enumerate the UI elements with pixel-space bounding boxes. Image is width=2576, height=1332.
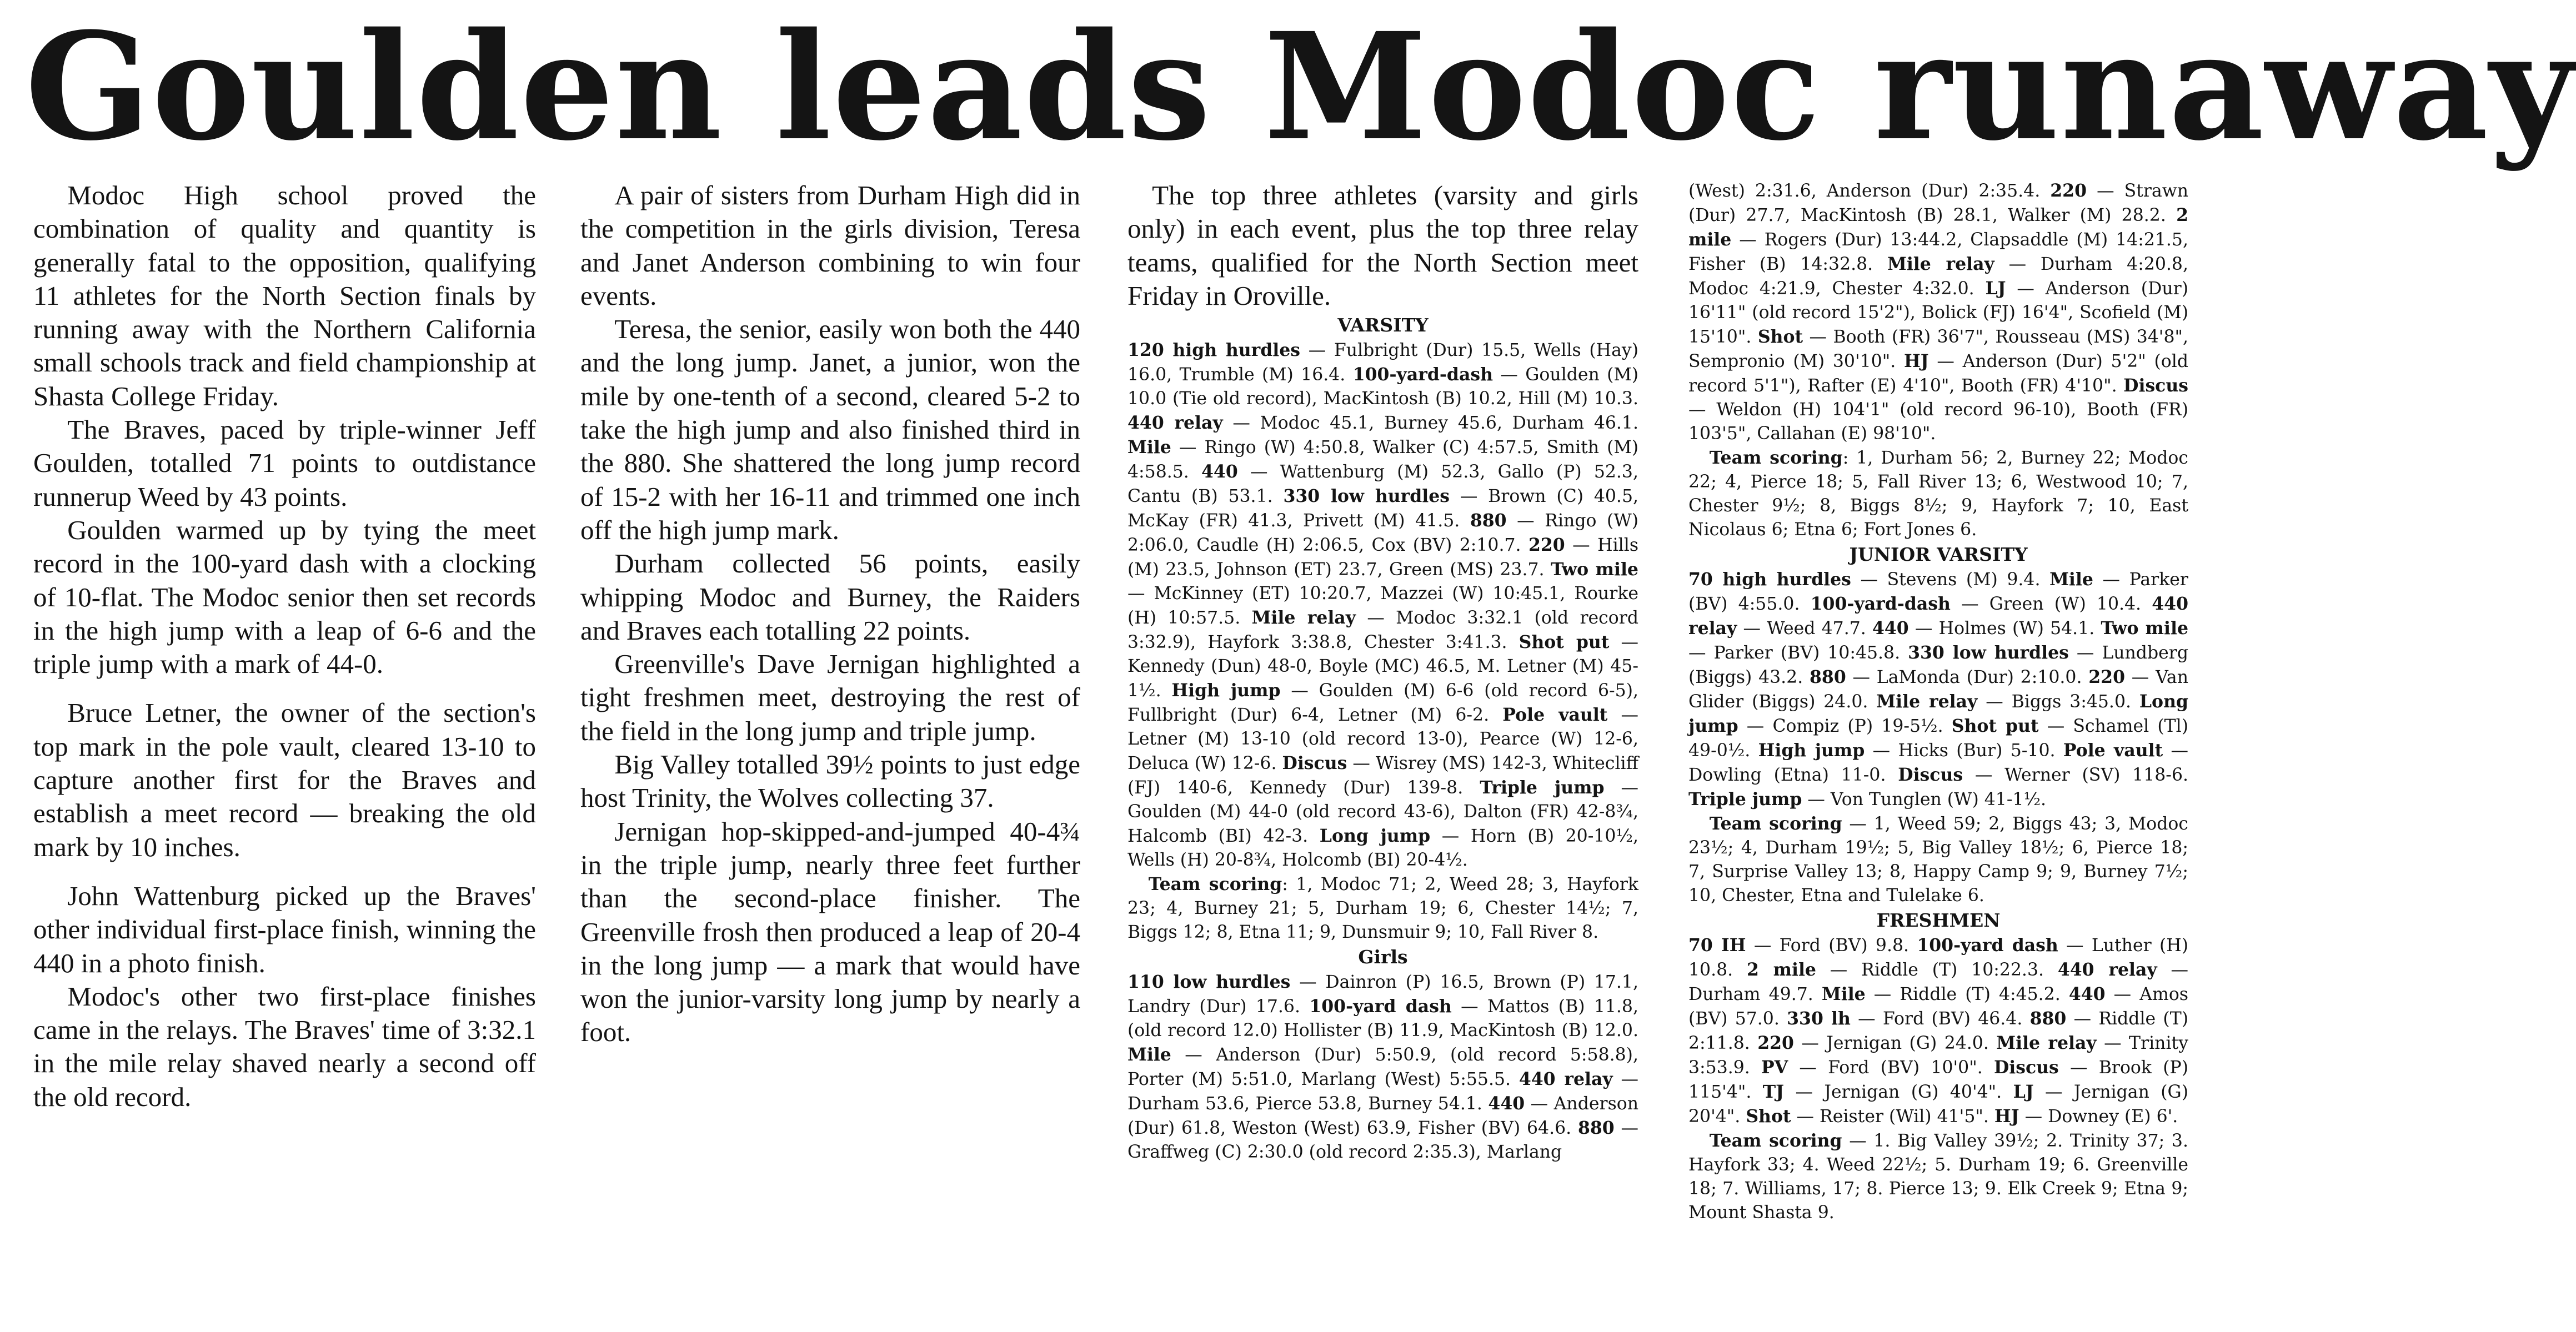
story-paragraph: The Braves, paced by triple-winner Jeff Goulden, totalled 71 points to outdistance runnerup Weed by 43 points.: [33, 414, 536, 512]
jv-heading: JUNIOR VARSITY: [1849, 544, 2028, 565]
girls-results-continued: (West) 2:31.6, Anderson (Dur) 2:35.4. 220 — Strawn (Dur) 27.7, MacKintosh (B) 28.1, Walker (M) 28.2. 2 mile — Rogers (Dur) 13:44.2, Clapsaddle (M) 14:21.5, Fisher (B) 14:32.8. Mile relay — Durham 4:20.8, Modoc 4:21.9, Chester 4:32.0. LJ — Anderson (Dur) 16'11" (old record 15'2"), Bolick (FJ) 16'4", Scofield (M) 15'10". Shot — Booth (FR) 36'7", Rousseau (MS) 34'8", Sempronio (M) 30'10". HJ — Anderson (Dur) 5'2" (old record 5'1"), Rafter (E) 4'10", Booth (FR) 4'10". Discus — Weldon (H) 104'1" (old record 96-10), Booth (FR) 103'5", Callahan (E) 98'10".: [1688, 180, 2189, 444]
story-paragraph: Bruce Letner, the owner of the section's top mark in the pole vault, cleared 13-10 to capture another first for the Braves and establish a meet record — breaking the old mark by 10 inches.: [33, 697, 536, 862]
girls-team-scoring: Team scoring: 1, Durham 56; 2, Burney 22; Modoc 22; 4, Pierce 18; 5, Fall River 13; 6, Westwood 10; 7, Chester 9½; 8, Biggs 8½; 9, Hayfork 7; 10, East Nicolaus 6; Etna 6; Fort Jones 6.: [1688, 448, 2188, 540]
story-column-1: [33, 179, 536, 1314]
varsity-team-scoring: Team scoring: 1, Modoc 71; 2, Weed 28; 3, Hayfork 23; 4, Burney 21; 5, Durham 19; 6, Chester 14½; 7, Biggs 12; 8, Etna 11; 9, Dunsmuir 9; 10, Fall River 8.: [1127, 874, 1638, 943]
headline: Goulden leads Modoc runaway: [25, 1, 2576, 173]
results-column-3: [1127, 179, 1638, 1314]
girls-heading: Girls: [1358, 946, 1408, 968]
freshmen-heading: FRESHMEN: [1876, 909, 2001, 931]
story-paragraph: Goulden warmed up by tying the meet record in the 100-yard dash with a clocking of 10-flat. The Modoc senior then set records in the high jump with a leap of 6-6 and the triple jump with a mark of 44-0.: [33, 514, 536, 680]
story-paragraph: Durham collected 56 points, easily whipping Modoc and Burney, the Raiders and Braves each totalling 22 points.: [580, 548, 1080, 646]
freshmen-results: 70 IH — Ford (BV) 9.8. 100-yard dash — Luther (H) 10.8. 2 mile — Riddle (T) 10:22.3. 440 relay — Durham 49.7. Mile — Riddle (T) 4:45.2. 440 — Amos (BV) 57.0. 330 lh — Ford (BV) 46.4. 880 — Riddle (T) 2:11.8. 220 — Jernigan (G) 24.0. Mile relay — Trinity 3:53.9. PV — Ford (BV) 10'0". Discus — Brook (P) 115'4". TJ — Jernigan (G) 40'4". LJ — Jernigan (G) 20'4". Shot — Reister (Wil) 41'5". HJ — Downey (E) 6'.: [1688, 935, 2189, 1127]
results-intro: The top three athletes (varsity and girls only) in each event, plus the top three relay teams, qualified for the North Section meet Friday in Oroville.: [1127, 180, 1638, 311]
results-column-4: [1688, 179, 2188, 1314]
story-paragraph: Big Valley totalled 39½ points to just edge host Trinity, the Wolves collecting 37.: [580, 749, 1080, 813]
story-paragraph: Teresa, the senior, easily won both the 440 and the long jump. Janet, a junior, won the mile by one-tenth of a second, cleared 5-2 to take the high jump and also finished third in the 880. She shattered the long jump record of 15-2 with her 16-11 and trimmed one inch off the high jump mark.: [580, 314, 1080, 545]
varsity-results: 120 high hurdles — Fulbright (Dur) 15.5, Wells (Hay) 16.0, Trumble (M) 16.4. 100-yard-dash — Goulden (M) 10.0 (Tie old record), MacKintosh (B) 10.2, Hill (M) 10.3. 440 relay — Modoc 45.1, Burney 45.6, Durham 46.1. Mile — Ringo (W) 4:50.8, Walker (C) 4:57.5, Smith (M) 4:58.5. 440 — Wattenburg (M) 52.3, Gallo (P) 52.3, Cantu (B) 53.1. 330 low hurdles — Brown (C) 40.5, McKay (FR) 41.3, Privett (M) 41.5. 880 — Ringo (W) 2:06.0, Caudle (H) 2:06.5, Cox (BV) 2:10.7. 220 — Hills (M) 23.5, Johnson (ET) 23.7, Green (MS) 23.7. Two mile — McKinney (ET) 10:20.7, Mazzei (W) 10:45.1, Rourke (H) 10:57.5. Mile relay — Modoc 3:32.1 (old record 3:32.9), Hayfork 3:38.8, Chester 3:41.3. Shot put — Kennedy (Dun) 48-0, Boyle (MC) 46.5, M. Letner (M) 45-1½. High jump — Goulden (M) 6-6 (old record 6-5), Fullbright (Dur) 6-4, Letner (M) 6-2. Pole vault — Letner (M) 13-10 (old record 13-0), Pearce (W) 12-6, Deluca (W) 12-6. Discus — Wisrey (MS) 142-3, Whitecliff (FJ) 140-6, Kennedy (Dur) 139-8. Triple jump — Goulden (M) 44-0 (old record 43-6), Dalton (FR) 42-8¾, Halcomb (BI) 42-3. Long jump — Horn (B) 20-10½, Wells (H) 20-8¾, Holcomb (BI) 20-4½.: [1127, 340, 1639, 871]
story-column-2: [580, 179, 1080, 1314]
story-paragraph: Greenville's Dave Jernigan highlighted a tight freshmen meet, destroying the rest of the field in the long jump and triple jump.: [580, 649, 1080, 746]
jv-results: 70 high hurdles — Stevens (M) 9.4. Mile — Parker (BV) 4:55.0. 100-yard-dash — Green (W) 10.4. 440 relay — Weed 47.7. 440 — Holmes (W) 54.1. Two mile — Parker (BV) 10:45.8. 330 low hurdles — Lundberg (Biggs) 43.2. 880 — LaMonda (Dur) 2:10.0. 220 — Van Glider (Biggs) 24.0. Mile relay — Biggs 3:45.0. Long jump — Compiz (P) 19-5½. Shot put — Schamel (Tl) 49-0½. High jump — Hicks (Bur) 5-10. Pole vault — Dowling (Etna) 11-0. Discus — Werner (SV) 118-6. Triple jump — Von Tunglen (W) 41-1½.: [1688, 569, 2189, 810]
story-paragraph: John Wattenburg picked up the Braves' other individual first-place finish, winning the 440 in a photo finish.: [33, 880, 536, 978]
story-paragraph: Jernigan hop-skipped-and-jumped 40-4¾ in the triple jump, nearly three feet further than the second-place finisher. The Greenville frosh then produced a leap of 20-4 in the long jump — a mark that would have won the junior-varsity long jump by nearly a foot.: [580, 816, 1080, 1048]
freshmen-team-scoring: Team scoring — 1. Big Valley 39½; 2. Trinity 37; 3. Hayfork 33; 4. Weed 22½; 5. Durham 19; 6. Greenville 18; 7. Williams, 17; 8. Pierce 13; 9. Elk Creek 9; Etna 9; Mount Shasta 9.: [1688, 1130, 2188, 1223]
jv-team-scoring: Team scoring — 1, Weed 59; 2, Biggs 43; 3, Modoc 23½; 4, Durham 19½; 5, Big Valley 18½; 6, Pierce 18; 7, Surprise Valley 13; 8, Happy Camp 9; 9, Burney 7½; 10, Chester, Etna and Tulelake 6.: [1688, 813, 2188, 906]
story-paragraph: A pair of sisters from Durham High did in the competition in the girls division, Teresa and Janet Anderson combining to win four events.: [580, 180, 1080, 311]
story-paragraph: Modoc's other two first-place finishes came in the relays. The Braves' time of 3:32.1 in the mile relay shaved nearly a second off the old record.: [33, 981, 536, 1112]
varsity-heading: VARSITY: [1337, 314, 1429, 336]
girls-results: 110 low hurdles — Dainron (P) 16.5, Brown (P) 17.1, Landry (Dur) 17.6. 100-yard dash — Mattos (B) 11.8, (old record 12.0) Hollister (B) 11.9, MacKintosh (B) 12.0. Mile — Anderson (Dur) 5:50.9, (old record 5:58.8), Porter (M) 5:51.0, Marlang (West) 5:55.5. 440 relay — Durham 53.6, Pierce 53.8, Burney 54.1. 440 — Anderson (Dur) 61.8, Weston (West) 63.9, Fisher (BV) 64.6. 880 — Graffweg (C) 2:30.0 (old record 2:35.3), Marlang: [1127, 972, 1638, 1163]
story-paragraph: Modoc High school proved the combination of quality and quantity is generally fatal to the opposition, qualifying 11 athletes for the North Section finals by running away with the Northern California small schools track and field championship at Shasta College Friday.: [33, 180, 536, 411]
